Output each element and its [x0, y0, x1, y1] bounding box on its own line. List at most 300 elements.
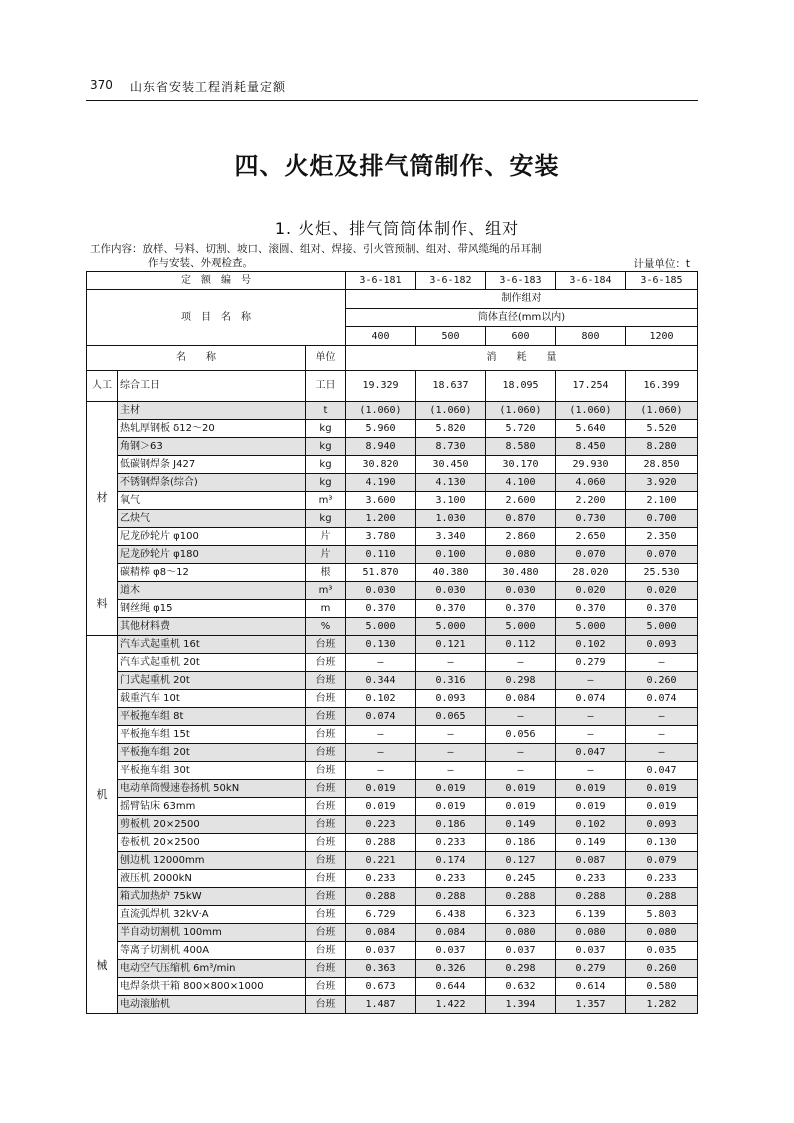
code-cell: 3-6-184: [556, 272, 626, 290]
machines-value: 0.288: [626, 888, 698, 906]
machines-name: 液压机 2000kN: [118, 870, 306, 888]
materials-unit: kg: [306, 474, 346, 492]
materials-value: 30.480: [486, 564, 556, 582]
machines-value: —: [626, 726, 698, 744]
machines-value: —: [556, 726, 626, 744]
machines-name: 电焊条烘干箱 800×800×1000: [118, 978, 306, 996]
machines-value: 0.074: [556, 690, 626, 708]
materials-row: [87, 600, 698, 618]
machines-value: 0.316: [416, 672, 486, 690]
machines-value: 0.093: [626, 816, 698, 834]
machines-value: 0.127: [486, 852, 556, 870]
labor-name: 综合工日: [118, 371, 306, 402]
materials-value: 4.190: [346, 474, 416, 492]
machines-value: 0.056: [486, 726, 556, 744]
machines-value: 0.093: [626, 636, 698, 654]
machines-value: 0.074: [626, 690, 698, 708]
machines-value: 0.149: [556, 834, 626, 852]
code-row: [87, 272, 698, 290]
materials-value: 0.370: [346, 600, 416, 618]
labor-value: 17.254: [556, 371, 626, 402]
machines-value: 0.288: [346, 888, 416, 906]
materials-unit: 片: [306, 528, 346, 546]
machines-value: 0.019: [556, 780, 626, 798]
machines-row: [87, 708, 698, 726]
materials-row: [87, 492, 698, 510]
materials-name: 角钢＞63: [118, 438, 306, 456]
machines-value: 6.139: [556, 906, 626, 924]
materials-value: 5.960: [346, 420, 416, 438]
machines-unit: 台班: [306, 816, 346, 834]
machines-value: 0.130: [346, 636, 416, 654]
materials-unit: 片: [306, 546, 346, 564]
machines-row: [87, 906, 698, 924]
materials-value: 0.070: [556, 546, 626, 564]
code-cell: 3-6-181: [346, 272, 416, 290]
materials-value: 0.730: [556, 510, 626, 528]
machines-value: 0.186: [416, 816, 486, 834]
materials-value: 0.370: [556, 600, 626, 618]
materials-value: 3.600: [346, 492, 416, 510]
machines-value: —: [486, 654, 556, 672]
materials-row: [87, 420, 698, 438]
machines-row: [87, 852, 698, 870]
materials-name: 主材: [118, 402, 306, 420]
machines-value: —: [486, 762, 556, 780]
labor-value: 18.637: [416, 371, 486, 402]
materials-value: (1.060): [346, 402, 416, 420]
materials-value: 5.820: [416, 420, 486, 438]
machines-value: —: [346, 744, 416, 762]
machines-value: 0.279: [556, 654, 626, 672]
machines-name: 平板拖车组 20t: [118, 744, 306, 762]
machines-row: [87, 924, 698, 942]
materials-value: 40.380: [416, 564, 486, 582]
machines-row: [87, 690, 698, 708]
machines-value: 0.233: [626, 870, 698, 888]
materials-value: 4.100: [486, 474, 556, 492]
machines-value: —: [556, 672, 626, 690]
materials-row: [87, 582, 698, 600]
materials-value: 0.020: [556, 582, 626, 600]
machines-row: [87, 960, 698, 978]
code-cell: 3-6-183: [486, 272, 556, 290]
machine-category: [87, 636, 118, 1014]
materials-unit: kg: [306, 510, 346, 528]
machines-unit: 台班: [306, 672, 346, 690]
materials-value: 8.450: [556, 438, 626, 456]
machines-unit: 台班: [306, 690, 346, 708]
materials-unit: t: [306, 402, 346, 420]
materials-value: 4.130: [416, 474, 486, 492]
material-category: [87, 402, 118, 636]
materials-value: (1.060): [556, 402, 626, 420]
machines-value: 6.323: [486, 906, 556, 924]
machines-name: 平板拖车组 15t: [118, 726, 306, 744]
machines-value: 0.019: [486, 798, 556, 816]
materials-value: 8.940: [346, 438, 416, 456]
machines-value: 0.019: [346, 798, 416, 816]
machines-row: [87, 726, 698, 744]
machines-value: 0.035: [626, 942, 698, 960]
materials-value: 2.350: [626, 528, 698, 546]
materials-name: 其他材料费: [118, 618, 306, 636]
machines-value: —: [416, 762, 486, 780]
materials-row: [87, 402, 698, 420]
column-header-row: [87, 346, 698, 371]
work-content-line1: 工作内容：放样、号料、切割、坡口、滚圆、组对、焊接、引火管预制、组对、带风缆绳的吊耳制: [90, 243, 542, 255]
materials-name: 热轧厚钢板 δ12～20: [118, 420, 306, 438]
machines-value: 0.363: [346, 960, 416, 978]
machines-name: 电动单筒慢速卷扬机 50kN: [118, 780, 306, 798]
materials-value: 2.600: [486, 492, 556, 510]
machines-value: 6.729: [346, 906, 416, 924]
materials-value: 30.450: [416, 456, 486, 474]
machines-value: 5.803: [626, 906, 698, 924]
materials-row: [87, 438, 698, 456]
machines-value: 1.357: [556, 996, 626, 1014]
machines-row: [87, 672, 698, 690]
materials-name: 钢丝绳 φ15: [118, 600, 306, 618]
machines-name: 平板拖车组 8t: [118, 708, 306, 726]
machines-unit: 台班: [306, 996, 346, 1014]
machines-value: —: [556, 762, 626, 780]
machines-value: 0.065: [416, 708, 486, 726]
materials-value: (1.060): [416, 402, 486, 420]
machines-row: [87, 636, 698, 654]
machines-value: 0.288: [416, 888, 486, 906]
machines-name: 摇臂钻床 63mm: [118, 798, 306, 816]
machines-row: [87, 834, 698, 852]
machines-value: —: [626, 708, 698, 726]
machines-value: 6.438: [416, 906, 486, 924]
materials-value: 29.930: [556, 456, 626, 474]
unit-column-header: 单位: [306, 346, 346, 371]
labor-unit: 工日: [306, 371, 346, 402]
measure-unit: 计量单位：t: [633, 258, 690, 270]
materials-value: 28.850: [626, 456, 698, 474]
materials-value: 5.000: [346, 618, 416, 636]
book-title: 山东省安装工程消耗量定额: [130, 80, 287, 94]
materials-value: 8.580: [486, 438, 556, 456]
materials-value: 0.030: [416, 582, 486, 600]
machines-value: 1.422: [416, 996, 486, 1014]
materials-unit: m³: [306, 582, 346, 600]
machines-value: 0.079: [626, 852, 698, 870]
materials-row: [87, 510, 698, 528]
materials-value: 5.520: [626, 420, 698, 438]
item-label: 项 目 名 称: [87, 290, 346, 346]
materials-value: 5.000: [416, 618, 486, 636]
machines-value: —: [416, 744, 486, 762]
machines-row: [87, 798, 698, 816]
labor-value: 18.095: [486, 371, 556, 402]
code-cell: 3-6-182: [416, 272, 486, 290]
machines-row: [87, 744, 698, 762]
materials-row: [87, 528, 698, 546]
machines-name: 等离子切割机 400A: [118, 942, 306, 960]
machines-value: 1.487: [346, 996, 416, 1014]
machines-name: 剪板机 20×2500: [118, 816, 306, 834]
materials-value: 30.820: [346, 456, 416, 474]
machines-value: 0.580: [626, 978, 698, 996]
machines-name: 汽车式起重机 16t: [118, 636, 306, 654]
machines-value: 0.279: [556, 960, 626, 978]
machines-value: 1.282: [626, 996, 698, 1014]
diameter-cell: 500: [416, 327, 486, 346]
machines-value: 0.233: [346, 870, 416, 888]
machines-name: 半自动切割机 100mm: [118, 924, 306, 942]
machines-unit: 台班: [306, 798, 346, 816]
machines-value: —: [486, 708, 556, 726]
machines-row: [87, 942, 698, 960]
machines-row: [87, 780, 698, 798]
materials-value: 1.030: [416, 510, 486, 528]
machines-unit: 台班: [306, 960, 346, 978]
labor-value: 19.329: [346, 371, 416, 402]
diameter-cell: 600: [486, 327, 556, 346]
diameter-cell: 800: [556, 327, 626, 346]
machines-value: 0.093: [416, 690, 486, 708]
machines-value: —: [626, 654, 698, 672]
machines-value: 0.149: [486, 816, 556, 834]
material-category-char: 料: [96, 597, 108, 611]
machines-value: 0.047: [626, 762, 698, 780]
machines-value: 0.102: [556, 816, 626, 834]
machines-value: 0.260: [626, 960, 698, 978]
materials-row: [87, 564, 698, 582]
diameter-cell: 1200: [626, 327, 698, 346]
machines-value: 0.298: [486, 672, 556, 690]
materials-value: (1.060): [626, 402, 698, 420]
labor-category: 人工: [87, 371, 118, 402]
machines-name: 汽车式起重机 20t: [118, 654, 306, 672]
materials-value: 3.340: [416, 528, 486, 546]
materials-value: 30.170: [486, 456, 556, 474]
materials-value: 3.920: [626, 474, 698, 492]
machines-value: 0.223: [346, 816, 416, 834]
materials-name: 不锈钢焊条(综合): [118, 474, 306, 492]
machines-name: 电动滚胎机: [118, 996, 306, 1014]
machines-name: 直流弧焊机 32kV·A: [118, 906, 306, 924]
materials-value: 8.730: [416, 438, 486, 456]
machines-unit: 台班: [306, 780, 346, 798]
group-row: [87, 290, 698, 309]
materials-unit: m³: [306, 492, 346, 510]
machines-value: —: [416, 726, 486, 744]
materials-name: 碳精棒 φ8～12: [118, 564, 306, 582]
machines-row: [87, 816, 698, 834]
materials-unit: 根: [306, 564, 346, 582]
materials-value: 0.100: [416, 546, 486, 564]
page-header: [86, 72, 698, 101]
materials-value: 5.640: [556, 420, 626, 438]
materials-value: 3.780: [346, 528, 416, 546]
materials-unit: kg: [306, 420, 346, 438]
machines-value: 0.186: [486, 834, 556, 852]
section-title: 1. 火炬、排气筒筒体制作、组对: [274, 219, 520, 238]
materials-value: 5.000: [486, 618, 556, 636]
machines-row: [87, 888, 698, 906]
machines-value: 0.080: [556, 924, 626, 942]
machines-value: —: [346, 762, 416, 780]
machines-value: 0.102: [346, 690, 416, 708]
machines-unit: 台班: [306, 762, 346, 780]
machines-value: 0.102: [556, 636, 626, 654]
machines-value: 0.673: [346, 978, 416, 996]
materials-value: 28.020: [556, 564, 626, 582]
materials-value: 0.870: [486, 510, 556, 528]
materials-value: 0.370: [626, 600, 698, 618]
work-content: [90, 242, 700, 270]
work-content-line2: 作与安装、外观检查。: [148, 257, 253, 269]
materials-value: 0.030: [346, 582, 416, 600]
page-number: 370: [90, 78, 113, 92]
machines-name: 卷板机 20×2500: [118, 834, 306, 852]
materials-row: [87, 474, 698, 492]
machines-value: 0.245: [486, 870, 556, 888]
machines-value: 0.084: [416, 924, 486, 942]
machines-unit: 台班: [306, 654, 346, 672]
materials-row: [87, 618, 698, 636]
machines-row: [87, 996, 698, 1014]
materials-value: 0.370: [486, 600, 556, 618]
machines-unit: 台班: [306, 942, 346, 960]
machines-value: 0.080: [486, 924, 556, 942]
diameter-cell: 400: [346, 327, 416, 346]
machines-name: 平板拖车组 30t: [118, 762, 306, 780]
machines-value: 0.087: [556, 852, 626, 870]
machines-value: 1.394: [486, 996, 556, 1014]
materials-unit: m: [306, 600, 346, 618]
machines-unit: 台班: [306, 636, 346, 654]
materials-value: 0.020: [626, 582, 698, 600]
machine-category-char: 机: [96, 787, 108, 801]
machines-unit: 台班: [306, 726, 346, 744]
machines-value: 0.233: [416, 834, 486, 852]
machines-value: 0.037: [556, 942, 626, 960]
machines-value: —: [346, 654, 416, 672]
machines-value: 0.344: [346, 672, 416, 690]
materials-value: 2.650: [556, 528, 626, 546]
machines-value: 0.121: [416, 636, 486, 654]
machines-value: 0.037: [416, 942, 486, 960]
machines-value: 0.019: [346, 780, 416, 798]
machines-unit: 台班: [306, 978, 346, 996]
machines-value: 0.047: [556, 744, 626, 762]
machines-value: 0.288: [346, 834, 416, 852]
machines-value: 0.233: [416, 870, 486, 888]
materials-value: 2.100: [626, 492, 698, 510]
machines-row: [87, 654, 698, 672]
machines-value: 0.019: [416, 798, 486, 816]
materials-name: 尼龙砂轮片 φ180: [118, 546, 306, 564]
materials-unit: kg: [306, 456, 346, 474]
machines-unit: 台班: [306, 906, 346, 924]
machines-value: —: [626, 744, 698, 762]
diameter-label: 筒体直径(mm以内): [346, 308, 698, 327]
machines-row: [87, 978, 698, 996]
machines-name: 箱式加热炉 75kW: [118, 888, 306, 906]
machines-unit: 台班: [306, 870, 346, 888]
materials-value: 3.100: [416, 492, 486, 510]
machines-unit: 台班: [306, 888, 346, 906]
consume-header: 消 耗 量: [346, 346, 698, 371]
machines-unit: 台班: [306, 708, 346, 726]
machines-value: 0.632: [486, 978, 556, 996]
materials-name: 乙炔气: [118, 510, 306, 528]
name-column-header: 名 称: [87, 346, 306, 371]
machines-row: [87, 870, 698, 888]
materials-value: 5.000: [626, 618, 698, 636]
machines-value: 0.130: [626, 834, 698, 852]
machine-category-char: 械: [96, 958, 108, 972]
materials-value: 4.060: [556, 474, 626, 492]
materials-value: 25.530: [626, 564, 698, 582]
materials-name: 氧气: [118, 492, 306, 510]
machines-value: 0.019: [626, 798, 698, 816]
machines-value: 0.037: [346, 942, 416, 960]
machines-value: 0.614: [556, 978, 626, 996]
machines-row: [87, 762, 698, 780]
chapter-title: 四、火炬及排气筒制作、安装: [234, 152, 560, 180]
group-label: 制作组对: [346, 290, 698, 309]
machines-value: —: [486, 744, 556, 762]
labor-value: 16.399: [626, 371, 698, 402]
machines-value: 0.221: [346, 852, 416, 870]
code-cell: 3-6-185: [626, 272, 698, 290]
machines-value: 0.080: [626, 924, 698, 942]
machines-value: 0.288: [556, 888, 626, 906]
labor-row: [87, 371, 698, 402]
machines-value: 0.084: [486, 690, 556, 708]
materials-value: 1.200: [346, 510, 416, 528]
materials-value: 8.280: [626, 438, 698, 456]
machines-name: 载重汽车 10t: [118, 690, 306, 708]
machines-value: 0.326: [416, 960, 486, 978]
machines-value: 0.019: [556, 798, 626, 816]
materials-value: 51.870: [346, 564, 416, 582]
machines-name: 门式起重机 20t: [118, 672, 306, 690]
machines-value: 0.112: [486, 636, 556, 654]
quota-table: [86, 271, 698, 1014]
machines-name: 刨边机 12000mm: [118, 852, 306, 870]
machines-value: 0.644: [416, 978, 486, 996]
machines-value: 0.233: [556, 870, 626, 888]
materials-name: 尼龙砂轮片 φ100: [118, 528, 306, 546]
machines-value: —: [346, 726, 416, 744]
materials-value: (1.060): [486, 402, 556, 420]
machines-value: —: [416, 654, 486, 672]
materials-value: 0.070: [626, 546, 698, 564]
materials-value: 0.370: [416, 600, 486, 618]
materials-value: 5.000: [556, 618, 626, 636]
materials-row: [87, 456, 698, 474]
machines-value: 0.019: [416, 780, 486, 798]
materials-value: 5.720: [486, 420, 556, 438]
material-category-char: 材: [96, 490, 108, 504]
materials-value: 0.080: [486, 546, 556, 564]
machines-value: 0.074: [346, 708, 416, 726]
machines-value: 0.037: [486, 942, 556, 960]
materials-value: 2.860: [486, 528, 556, 546]
machines-unit: 台班: [306, 852, 346, 870]
machines-name: 电动空气压缩机 6m³/min: [118, 960, 306, 978]
machines-value: 0.019: [486, 780, 556, 798]
machines-value: —: [556, 708, 626, 726]
machines-value: 0.288: [486, 888, 556, 906]
materials-row: [87, 546, 698, 564]
